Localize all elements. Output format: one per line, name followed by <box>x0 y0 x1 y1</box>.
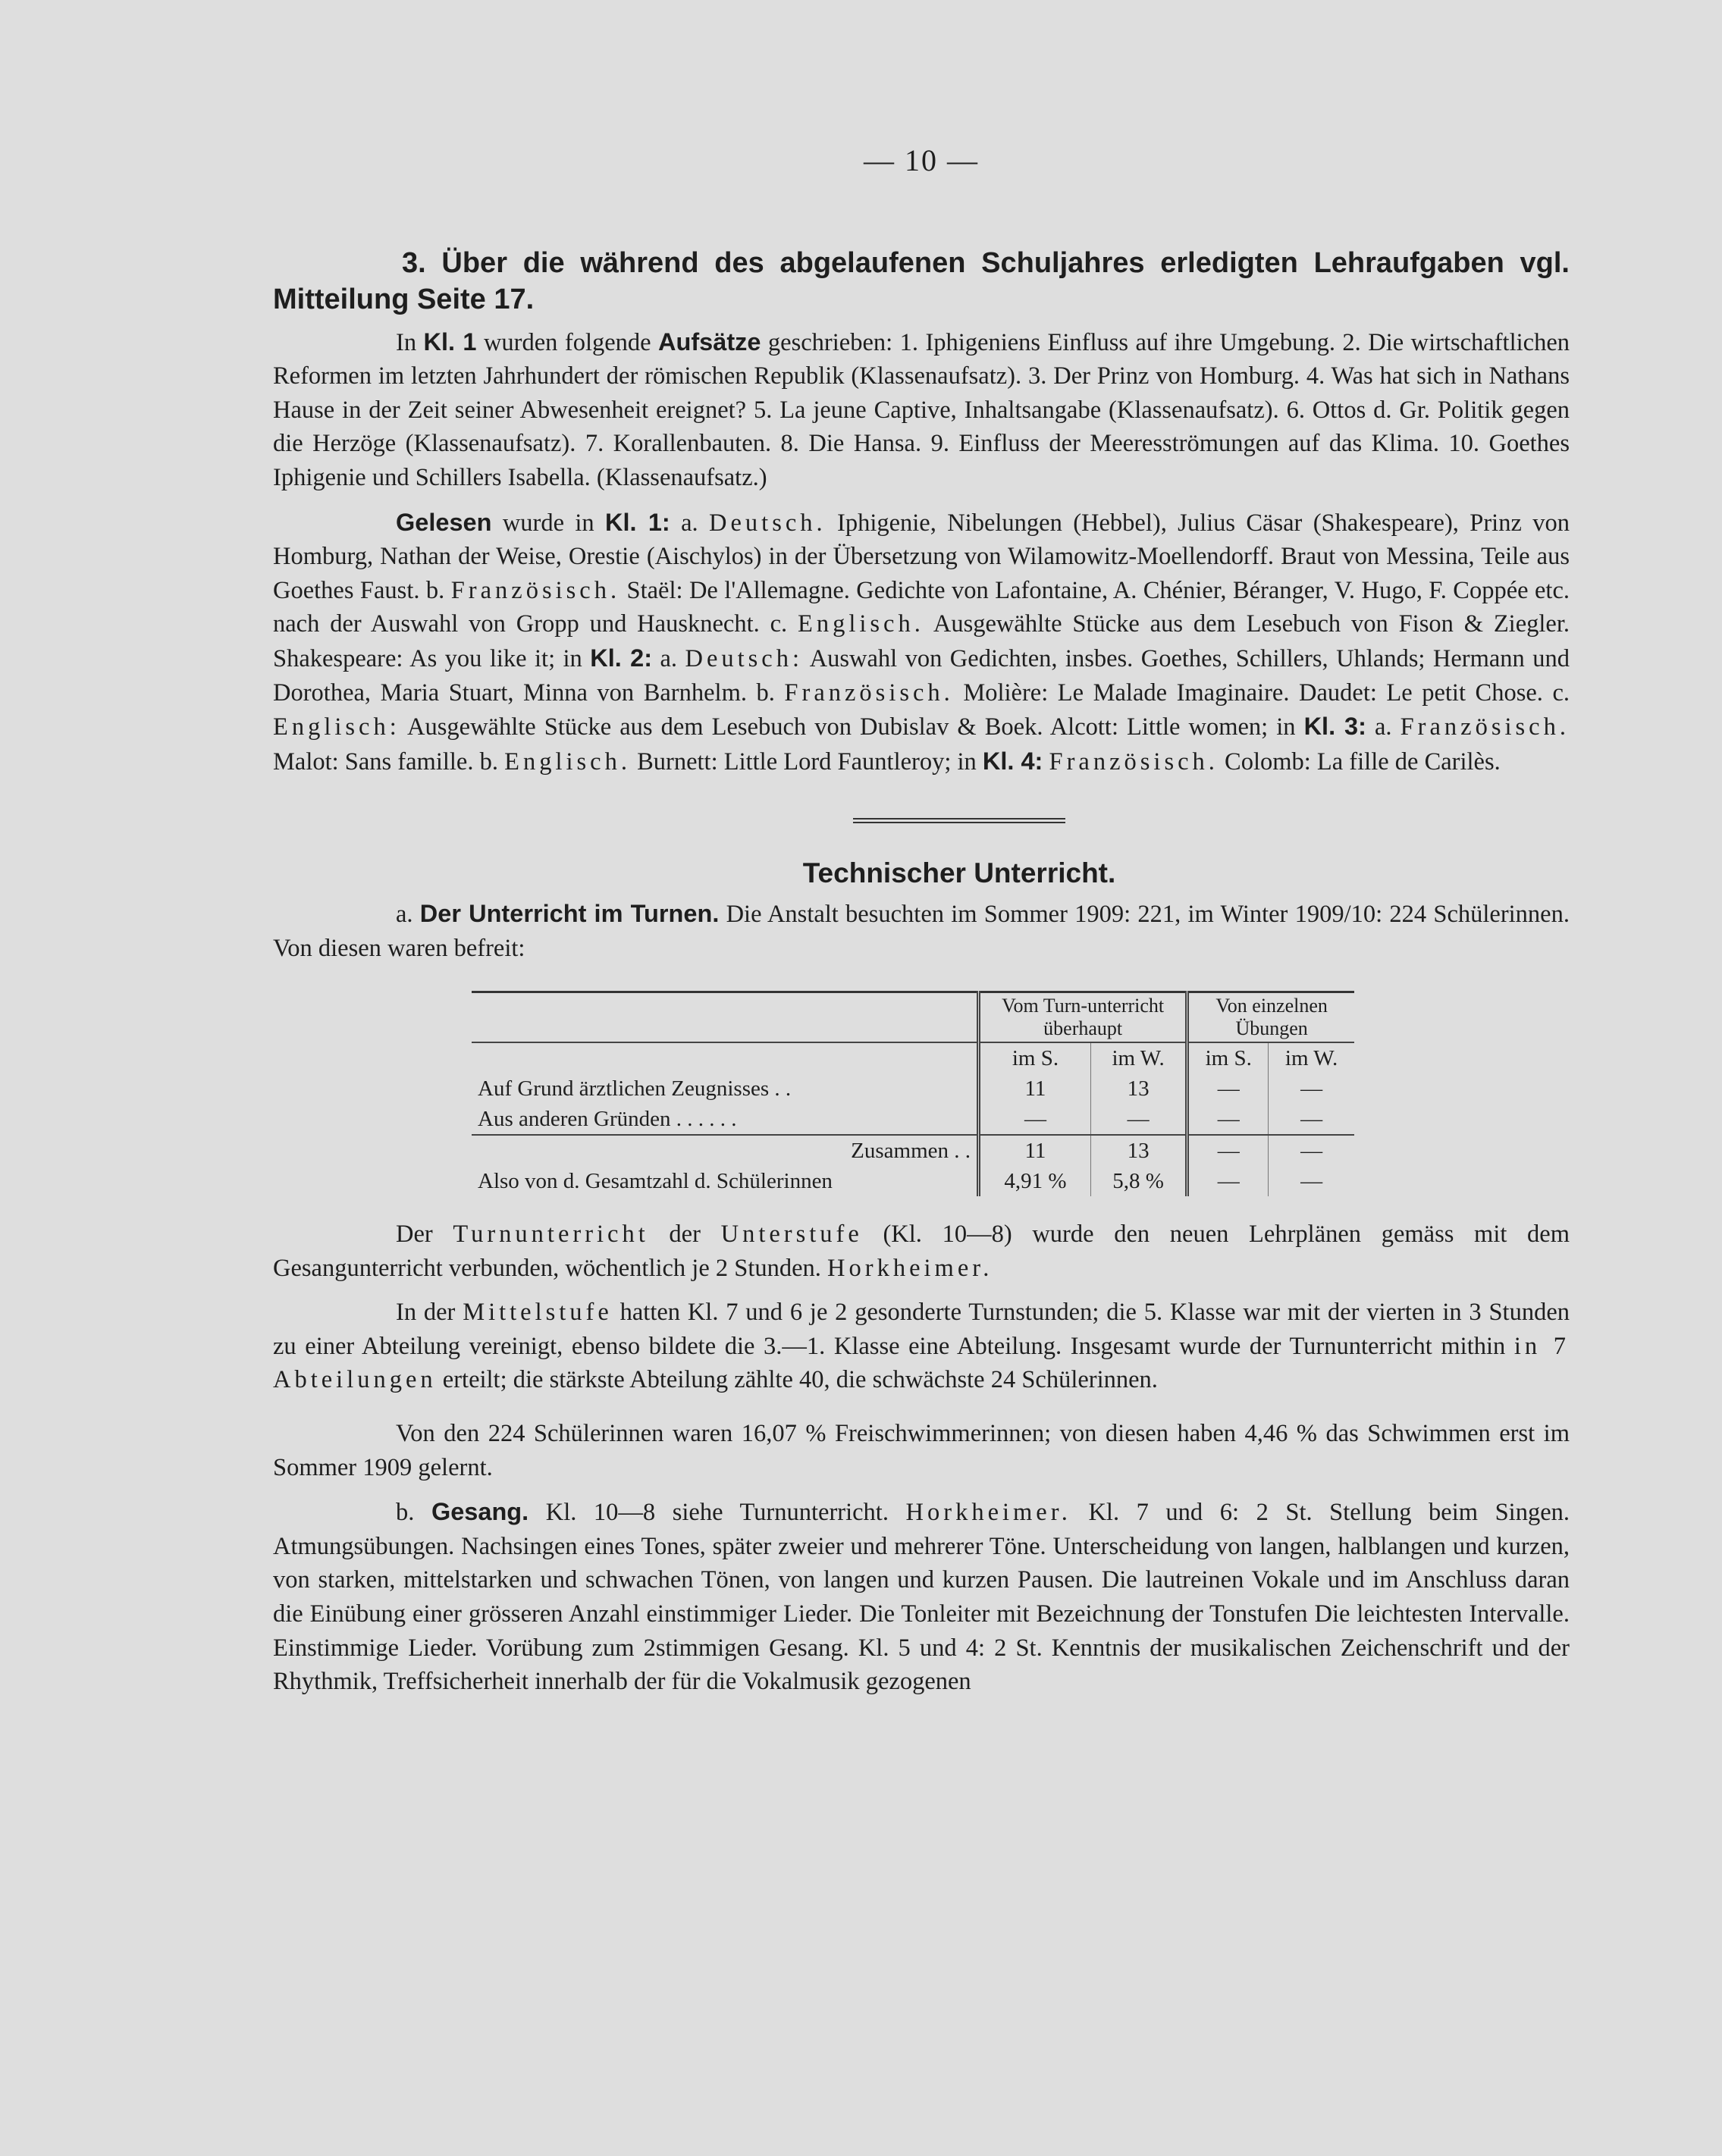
spaced-text: Turnunterricht <box>453 1221 649 1249</box>
technical-heading: Technischer Unterricht. <box>802 857 1116 889</box>
spaced-text: in 7 Abteilungen <box>273 1332 1570 1394</box>
essays-list: geschrieben: 1. Iphigeniens Einfluss auf ihre Umgebung. 2. Die wirtschaftlichen Reformen im letzten Jahrhundert der römischen Republik (Klassenaufsatz). 3. Der Prinz von Homburg. 4. Was hat sich in Nathans Hause in der Zeit seiner Abwesenheit ereignet? 5. La jeune Captive, Inhaltsangabe (Klassenaufsatz). 6. Ottos d. Gr. Politik gegen die Herzöge (Klassenaufsatz). 7. Korallenbauten. 8. Die Hansa. 9. Einfluss der Meeresströmungen auf das Klima. 10. Goethes Iphigenie und Schillers Isabella. (Klassenaufsatz.) <box>273 328 1570 491</box>
table-cell: — <box>1187 1135 1269 1166</box>
table-cell: — <box>1269 1073 1354 1104</box>
text-run: a. <box>652 644 685 672</box>
class-label: Kl. 3: <box>1303 713 1366 741</box>
text-run: erteilt; die stärkste Abteilung zählte 40, die schwächste 24 Schülerinnen. <box>436 1366 1158 1394</box>
section-divider <box>853 818 1065 823</box>
middle-level-paragraph <box>273 1296 1570 1397</box>
row-label: Also von d. Gesamtzahl d. Schülerinnen <box>478 1169 833 1194</box>
table-percent-row <box>472 1166 1354 1196</box>
col-header: im S. <box>979 1042 1091 1073</box>
text-run: wurden folgende <box>476 328 659 356</box>
swimming-paragraph: Von den 224 Schülerinnen waren 16,07 % Freischwimmerinnen; von diesen haben 4,46 % das Schwimmen erst im Sommer 1909 gelernt. <box>273 1420 1570 1481</box>
text-run: der <box>648 1221 721 1249</box>
subject-label: Französisch. <box>450 576 621 604</box>
table-group-header <box>472 992 1354 1043</box>
page-content <box>273 136 1570 1699</box>
group-header-partial: Von einzelnen Übungen <box>1187 992 1354 1043</box>
text-run: Staël: De l'Allemagne. Gedichte von Lafontaine, A. Chénier, Béranger, V. Hugo, F. Coppée etc. nach der Auswahl von Gropp und Hausknecht. c. <box>273 576 1570 638</box>
table-sum-row <box>472 1135 1354 1166</box>
text-run: In der <box>396 1299 463 1327</box>
text-run: wurde in <box>491 509 606 537</box>
subject-label: Englisch. <box>504 747 631 776</box>
text-run: Iphigenie, Nibelungen (Hebbel), Julius Cäsar (Shakespeare), Prinz von Homburg, Nathan der Weise, Orestie (Aischylos) in der Übersetzung von Wilamowitz-Moellendorff. Braut von Messina, Teile aus Goethes Faust. b. <box>273 509 1570 604</box>
lower-level-paragraph <box>273 1217 1570 1285</box>
class-label: Kl. 1: <box>605 508 670 536</box>
text-run: a. <box>670 509 710 537</box>
text-run: Die Anstalt besuchten im Sommer 1909: 221, im Winter 1909/10: 224 Schülerinnen. Von diesen waren befreit: <box>273 900 1570 962</box>
subject-label: Englisch. <box>797 610 924 638</box>
table-cell: — <box>1090 1104 1187 1135</box>
table-cell: 13 <box>1090 1073 1187 1104</box>
subject-label: Englisch: <box>273 713 400 741</box>
text-run: Molière: Le Malade Imaginaire. Daudet: Le petit Chose. c. <box>953 678 1570 707</box>
essays-paragraph <box>273 325 1570 495</box>
text-run: hatten Kl. 7 und 6 je 2 gesonderte Turnstunden; die 5. Klasse war mit der vierten in 3 Stunden zu einer Abteilung vereinigt, ebenso bildete die 3.—1. Klasse eine Abteilung. Insgesamt wurde der Turnunterricht mithin <box>273 1299 1570 1360</box>
reading-paragraph <box>273 506 1570 779</box>
table-cell: — <box>1269 1104 1354 1135</box>
class-label: Kl. 1 <box>423 327 477 356</box>
group-header-total: Vom Turn-unterricht überhaupt <box>979 992 1187 1043</box>
table-subheader <box>472 1042 1354 1073</box>
teacher-name: Horkheimer. <box>905 1499 1071 1527</box>
class-label: Kl. 2: <box>590 644 653 672</box>
singing-paragraph <box>273 1495 1570 1699</box>
text-run: In <box>396 328 424 356</box>
col-header: im S. <box>1187 1042 1269 1073</box>
text-run: Malot: Sans famille. b. <box>273 747 505 776</box>
row-label: Zusammen . . <box>851 1139 971 1164</box>
teacher-name: Horkheimer. <box>827 1254 993 1282</box>
subject-label: Deutsch: <box>685 644 803 672</box>
text-run: Ausgewählte Stücke aus dem Lesebuch von Dubislav & Boek. Alcott: Little women; in <box>400 713 1304 741</box>
table-cell: — <box>1269 1135 1354 1166</box>
exemption-table <box>472 991 1354 1196</box>
subject-label: Französisch. <box>784 678 954 707</box>
col-header: im W. <box>1090 1042 1187 1073</box>
class-label: Kl. 4: <box>982 747 1043 775</box>
text-run: (Kl. 10—8) wurde den neuen Lehrplänen gemäss mit dem Gesangunterricht verbunden, wöchentlich je 2 Stunden. <box>273 1221 1570 1282</box>
text-run: b. <box>396 1499 431 1527</box>
row-label: Aus anderen Gründen . . . . . . <box>472 1104 979 1135</box>
text-run: Kl. 10—8 siehe Turnunterricht. <box>529 1499 906 1527</box>
read-label: Gelesen <box>396 508 492 536</box>
table-cell: — <box>1187 1166 1269 1196</box>
text-run: a. <box>396 900 420 928</box>
table-cell: 11 <box>979 1073 1091 1104</box>
gym-intro-paragraph <box>273 897 1570 965</box>
table-cell: — <box>979 1104 1091 1135</box>
table-cell: 11 <box>979 1135 1091 1166</box>
col-header: im W. <box>1269 1042 1354 1073</box>
section-3-heading: 3. Über die während des abgelaufenen Schuljahres erledigten Lehraufgaben vgl. Mitteilung Seite 17. <box>273 246 1570 315</box>
table-cell: — <box>1187 1104 1269 1135</box>
gym-title: Der Unterricht im Turnen. <box>419 899 720 927</box>
spaced-text: Unterstufe <box>720 1221 863 1249</box>
spaced-text: Mittelstufe <box>463 1299 613 1327</box>
text-run: Der <box>396 1221 453 1249</box>
text-run: a. <box>1366 713 1400 741</box>
text-run: Kl. 7 und 6: 2 St. Stellung beim Singen. Atmungsübungen. Nachsingen eines Tones, später zweier und mehrerer Töne. Unterscheidung von langen, halblangen und kurzen, von starken, mittelstarken und schwachen Tönen, von langen und kurzen Pausen. Die lautreinen Vokale und im Anschluss daran die Einübung einer grösseren Anzahl einstimmiger Lieder. Die Tonleiter mit Bezeichnung der Tonstufen Die leichtesten Intervalle. Einstimmige Lieder. Vorübung zum 2stimmigen Gesang. Kl. 5 und 4: 2 St. Kenntnis der musikalischen Zeichenschrift und der Rhythmik, Treffsicherheit innerhalb der für die Vokalmusik gezogenen <box>273 1499 1570 1696</box>
table-row <box>472 1073 1354 1104</box>
subject-label: Französisch. <box>1049 747 1219 776</box>
page-number: — 10 — <box>864 143 979 177</box>
table-corner <box>472 1042 979 1073</box>
subject-label: Deutsch. <box>709 509 826 537</box>
table-cell: 4,91 % <box>979 1166 1091 1196</box>
text-run: Auswahl von Gedichten, insbes. Goethes, Schillers, Uhlands; Hermann und Dorothea, Maria Stuart, Minna von Barnhelm. b. <box>273 644 1570 707</box>
table-row <box>472 1104 1354 1135</box>
singing-title: Gesang. <box>431 1498 529 1526</box>
table-cell: 5,8 % <box>1090 1166 1187 1196</box>
text-run: Burnett: Little Lord Fauntleroy; <box>630 747 958 776</box>
text-run: Ausgewählte Stücke aus dem Lesebuch von Fison & Ziegler. Shakespeare: As you like it; in <box>273 610 1570 672</box>
row-label: Auf Grund ärztlichen Zeugnisses . . <box>478 1076 792 1102</box>
table-corner <box>472 992 979 1043</box>
subject-label: Französisch. <box>1400 713 1570 741</box>
essays-label: Aufsätze <box>658 327 761 356</box>
table-cell: — <box>1269 1166 1354 1196</box>
table-cell: — <box>1187 1073 1269 1104</box>
text-run: in <box>957 747 983 776</box>
text-run: Colomb: La fille de Carilès. <box>1218 747 1501 776</box>
table-cell: 13 <box>1090 1135 1187 1166</box>
